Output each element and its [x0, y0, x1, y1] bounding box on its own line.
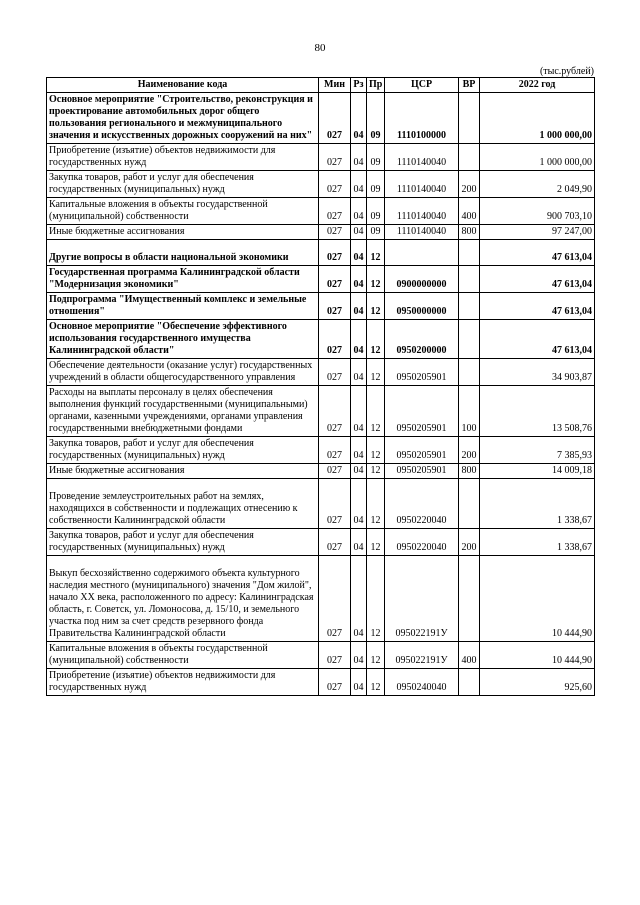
header-pr: Пр — [367, 78, 385, 93]
row-vr — [459, 556, 480, 642]
table-row — [47, 529, 595, 556]
row-vr — [459, 293, 480, 320]
row-csr: 0950200000 — [385, 320, 459, 359]
table-row — [47, 93, 595, 144]
row-vr — [459, 359, 480, 386]
header-min: Мин — [319, 78, 351, 93]
row-min: 027 — [319, 320, 351, 359]
row-rz: 04 — [351, 240, 367, 266]
row-pr: 12 — [367, 320, 385, 359]
row-pr: 12 — [367, 464, 385, 479]
row-rz: 04 — [351, 225, 367, 240]
row-rz: 04 — [351, 642, 367, 669]
row-min: 027 — [319, 93, 351, 144]
row-vr: 200 — [459, 437, 480, 464]
row-name: Закупка товаров, работ и услуг для обеспечения государственных (муниципальных) нужд — [47, 171, 319, 198]
row-amount: 1 000 000,00 — [480, 144, 595, 171]
row-vr — [459, 266, 480, 293]
row-pr: 09 — [367, 171, 385, 198]
row-name: Капитальные вложения в объекты государственной (муниципальной) собственности — [47, 642, 319, 669]
row-csr: 1110140040 — [385, 171, 459, 198]
row-pr: 12 — [367, 293, 385, 320]
row-name: Закупка товаров, работ и услуг для обеспечения государственных (муниципальных) нужд — [47, 529, 319, 556]
row-amount: 925,60 — [480, 669, 595, 696]
row-pr: 09 — [367, 198, 385, 225]
row-csr: 0950220040 — [385, 479, 459, 529]
row-csr: 1110100000 — [385, 93, 459, 144]
row-min: 027 — [319, 359, 351, 386]
row-rz: 04 — [351, 529, 367, 556]
row-name: Другие вопросы в области национальной экономики — [47, 240, 319, 266]
row-rz: 04 — [351, 93, 367, 144]
row-csr: 0950205901 — [385, 464, 459, 479]
row-csr: 0950205901 — [385, 386, 459, 437]
row-min: 027 — [319, 240, 351, 266]
row-min: 027 — [319, 669, 351, 696]
table-header-row — [47, 78, 595, 93]
row-name: Выкуп бесхозяйственно содержимого объекта культурного наследия местного (муниципального) значения "Дом жилой", начало XX века, расположенного по адресу: Калининградская область, г. Советск, ул. Ломоносова, д. 15/10, и земельного участка под ним за счет средств резервного фонда Правительства Калининградской области — [47, 556, 319, 642]
row-name: Подпрограмма "Имущественный комплекс и земельные отношения" — [47, 293, 319, 320]
row-csr — [385, 240, 459, 266]
row-rz: 04 — [351, 266, 367, 293]
row-pr: 12 — [367, 359, 385, 386]
row-amount: 1 000 000,00 — [480, 93, 595, 144]
row-min: 027 — [319, 171, 351, 198]
table-row — [47, 479, 595, 529]
header-year: 2022 год — [480, 78, 595, 93]
table-row — [47, 266, 595, 293]
row-min: 027 — [319, 529, 351, 556]
row-pr: 09 — [367, 144, 385, 171]
page-number: 80 — [314, 42, 326, 54]
row-min: 027 — [319, 293, 351, 320]
row-rz: 04 — [351, 171, 367, 198]
row-name: Иные бюджетные ассигнования — [47, 225, 319, 240]
table-row — [47, 293, 595, 320]
table-row — [47, 556, 595, 642]
header-name: Наименование кода — [47, 78, 319, 93]
row-min: 027 — [319, 198, 351, 225]
row-csr: 0950000000 — [385, 293, 459, 320]
row-pr: 12 — [367, 642, 385, 669]
row-amount: 7 385,93 — [480, 437, 595, 464]
row-amount: 10 444,90 — [480, 556, 595, 642]
row-name: Закупка товаров, работ и услуг для обеспечения государственных (муниципальных) нужд — [47, 437, 319, 464]
row-vr: 800 — [459, 464, 480, 479]
row-amount: 13 508,76 — [480, 386, 595, 437]
row-rz: 04 — [351, 198, 367, 225]
row-csr: 095022191У — [385, 642, 459, 669]
row-name: Приобретение (изъятие) объектов недвижимости для государственных нужд — [47, 144, 319, 171]
row-amount: 900 703,10 — [480, 198, 595, 225]
row-csr: 1110140040 — [385, 144, 459, 171]
table-row — [47, 320, 595, 359]
row-rz: 04 — [351, 293, 367, 320]
row-rz: 04 — [351, 479, 367, 529]
row-min: 027 — [319, 479, 351, 529]
table-row — [47, 669, 595, 696]
row-vr — [459, 669, 480, 696]
row-vr: 400 — [459, 198, 480, 225]
header-rz: Рз — [351, 78, 367, 93]
row-min: 027 — [319, 642, 351, 669]
row-amount: 47 613,04 — [480, 320, 595, 359]
row-vr: 200 — [459, 529, 480, 556]
row-pr: 12 — [367, 529, 385, 556]
row-min: 027 — [319, 225, 351, 240]
row-pr: 12 — [367, 386, 385, 437]
row-name: Обеспечение деятельности (оказание услуг) государственных учреждений в области общегосударственного управления — [47, 359, 319, 386]
row-name: Иные бюджетные ассигнования — [47, 464, 319, 479]
row-min: 027 — [319, 464, 351, 479]
row-vr: 800 — [459, 225, 480, 240]
row-rz: 04 — [351, 669, 367, 696]
row-amount: 2 049,90 — [480, 171, 595, 198]
row-min: 027 — [319, 386, 351, 437]
row-csr: 095022191У — [385, 556, 459, 642]
row-csr: 1110140040 — [385, 225, 459, 240]
row-vr — [459, 93, 480, 144]
row-rz: 04 — [351, 437, 367, 464]
row-rz: 04 — [351, 359, 367, 386]
row-pr: 09 — [367, 225, 385, 240]
row-min: 027 — [319, 556, 351, 642]
row-name: Государственная программа Калининградской области "Модернизация экономики" — [47, 266, 319, 293]
table-row — [47, 437, 595, 464]
row-vr — [459, 320, 480, 359]
table-row — [47, 198, 595, 225]
row-csr: 1110140040 — [385, 198, 459, 225]
row-amount: 47 613,04 — [480, 240, 595, 266]
row-csr: 0900000000 — [385, 266, 459, 293]
table-row — [47, 240, 595, 266]
row-min: 027 — [319, 144, 351, 171]
row-min: 027 — [319, 266, 351, 293]
row-amount: 1 338,67 — [480, 479, 595, 529]
table-row — [47, 386, 595, 437]
row-name: Основное мероприятие "Строительство, реконструкция и проектирование автомобильных дорог общего пользования регионального и межмуниципального значения и искусственных дорожных сооружений на них" — [47, 93, 319, 144]
row-rz: 04 — [351, 464, 367, 479]
row-name: Приобретение (изъятие) объектов недвижимости для государственных нужд — [47, 669, 319, 696]
units-label: (тыс.рублей) — [539, 66, 594, 77]
row-pr: 09 — [367, 93, 385, 144]
row-pr: 12 — [367, 437, 385, 464]
row-rz: 04 — [351, 556, 367, 642]
row-amount: 47 613,04 — [480, 293, 595, 320]
row-rz: 04 — [351, 320, 367, 359]
header-vr: ВР — [459, 78, 480, 93]
row-vr: 400 — [459, 642, 480, 669]
table-row — [47, 171, 595, 198]
row-min: 027 — [319, 437, 351, 464]
row-vr: 200 — [459, 171, 480, 198]
row-amount: 14 009,18 — [480, 464, 595, 479]
row-amount: 1 338,67 — [480, 529, 595, 556]
row-vr — [459, 479, 480, 529]
budget-table — [46, 77, 595, 696]
row-name: Капитальные вложения в объекты государственной (муниципальной) собственности — [47, 198, 319, 225]
table-row — [47, 642, 595, 669]
row-vr: 100 — [459, 386, 480, 437]
row-csr: 0950240040 — [385, 669, 459, 696]
row-csr: 0950220040 — [385, 529, 459, 556]
row-name: Основное мероприятие "Обеспечение эффективного использования государственного имущества Калининградской области" — [47, 320, 319, 359]
row-pr: 12 — [367, 240, 385, 266]
row-pr: 12 — [367, 669, 385, 696]
row-csr: 0950205901 — [385, 359, 459, 386]
row-amount: 47 613,04 — [480, 266, 595, 293]
table-row — [47, 225, 595, 240]
row-pr: 12 — [367, 266, 385, 293]
row-vr — [459, 240, 480, 266]
table-row — [47, 144, 595, 171]
header-csr: ЦСР — [385, 78, 459, 93]
row-name: Проведение землеустроительных работ на землях, находящихся в собственности и подлежащих отнесению к собственности Калининградской области — [47, 479, 319, 529]
row-name: Расходы на выплаты персоналу в целях обеспечения выполнения функций государственными (муниципальными) органами, казенными учреждениями, органами управления государственными внебюджетными фондами — [47, 386, 319, 437]
row-amount: 97 247,00 — [480, 225, 595, 240]
row-amount: 10 444,90 — [480, 642, 595, 669]
row-rz: 04 — [351, 144, 367, 171]
row-pr: 12 — [367, 479, 385, 529]
row-rz: 04 — [351, 386, 367, 437]
row-amount: 34 903,87 — [480, 359, 595, 386]
row-vr — [459, 144, 480, 171]
table-row — [47, 464, 595, 479]
table-row — [47, 359, 595, 386]
row-csr: 0950205901 — [385, 437, 459, 464]
row-pr: 12 — [367, 556, 385, 642]
